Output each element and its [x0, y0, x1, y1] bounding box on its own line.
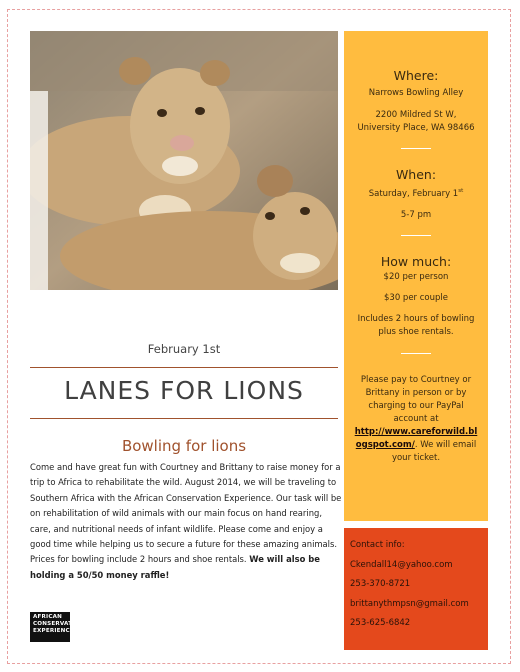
where-heading: Where:: [393, 68, 439, 83]
price-person: $20 per person: [383, 271, 449, 282]
page-title: LANES FOR LIONS: [64, 376, 304, 405]
contact-phone-2: 253-625-6842: [350, 618, 411, 628]
contact-heading: Contact info:: [350, 540, 405, 550]
when-heading: When:: [395, 167, 437, 182]
lion-cubs-photo: [30, 31, 338, 290]
price-includes: Includes 2 hours of bowling plus shoe rentals.: [357, 313, 475, 337]
contact-email-1: Ckendall14@yahoo.com: [350, 559, 453, 570]
event-description: Come and have great fun with Courtney and Brittany to raise money for a trip to Africa to rehabilitate the wild. August 2014, we will be traveling to Southern Africa with the African Conservation Experience. Our task will be on rehabilitation of wild animals with our main focus on hand rearing, care, and nutritional needs of infant wildlife. Please come and enjoy a good time while helping us to secure a future for these amazing animals. Prices for bowling include 2 hours and shoe rentals. We will also be holding a 50/50 money raffle!: [30, 462, 342, 580]
venue-name: Narrows Bowling Alley: [368, 88, 464, 98]
price-couple: $30 per couple: [384, 292, 448, 303]
address-line2: University Place, WA 98466: [357, 123, 475, 133]
event-date: Saturday, February 1st: [368, 188, 464, 199]
contact-phone-1: 253-370-8721: [350, 579, 411, 589]
payment-instructions: Please pay to Courtney or Brittany in person or by charging to our PayPal account at http://www.careforwild.blogspot.com/. We will email your ticket.: [354, 374, 478, 463]
event-details-panel: [344, 31, 488, 521]
paypal-link[interactable]: http://www.careforwild.blogspot.com/: [354, 426, 478, 450]
date-label: February 1st: [147, 342, 221, 356]
how-much-heading: How much:: [380, 253, 452, 269]
contact-panel: [344, 528, 488, 650]
address-line1: 2200 Mildred St W,: [375, 110, 457, 120]
title-rule-bottom: [30, 418, 338, 419]
title-rule-top: [30, 367, 338, 368]
event-time: 5-7 pm: [400, 209, 432, 220]
african-conservation-experience-logo: AFRICAN CONSERVATION EXPERIENCE: [30, 612, 70, 642]
subheading: Bowling for lions: [121, 437, 247, 455]
contact-email-2: brittanythmpsn@gmail.com: [350, 598, 469, 609]
raffle-note: We will also be holding a 50/50 money raffle!: [30, 554, 320, 580]
